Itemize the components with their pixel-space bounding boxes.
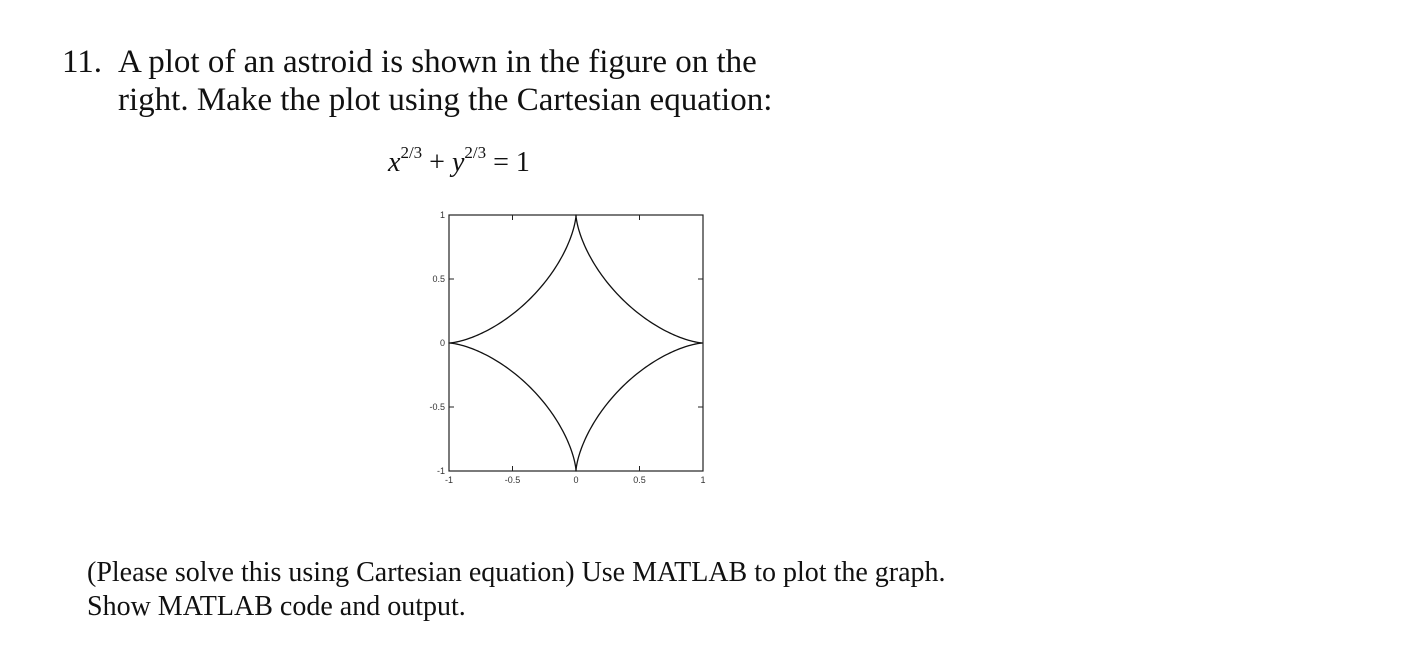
equation-y: y [451, 147, 465, 178]
cartesian-equation [388, 136, 530, 180]
astroid-curve [449, 215, 703, 471]
astroid-plot [415, 205, 715, 495]
question-number: 11. [62, 44, 103, 80]
y-tick-label: 0 [439, 338, 445, 348]
y-tick-label: -1 [436, 466, 445, 476]
question-text-line-1: A plot of an astroid is shown in the figure on the [118, 44, 757, 80]
equation-x: x [388, 147, 401, 178]
equation-exponent-y: 2/3 [464, 143, 487, 162]
x-tick-label: -0.5 [504, 475, 521, 485]
x-tick-label: 0.5 [633, 475, 646, 485]
equation-rhs: = 1 [493, 147, 530, 178]
question-text-line-2: right. Make the plot using the Cartesian equation: [118, 82, 773, 118]
equation-plus: + [429, 147, 445, 178]
astroid-chart-svg [415, 205, 715, 495]
plot-axes-box [449, 215, 703, 471]
y-tick-label: -0.5 [429, 402, 445, 412]
y-tick-label: 1 [439, 210, 445, 220]
x-tick-label: -1 [444, 475, 454, 485]
y-tick-label: 0.5 [432, 274, 445, 284]
instruction-line-2: Show MATLAB code and output. [87, 591, 466, 622]
x-tick-label: 1 [700, 475, 706, 485]
equation-exponent-x: 2/3 [400, 143, 423, 162]
x-tick-label: 0 [573, 475, 579, 485]
instruction-line-1: (Please solve this using Cartesian equation) Use MATLAB to plot the graph. [87, 557, 946, 588]
